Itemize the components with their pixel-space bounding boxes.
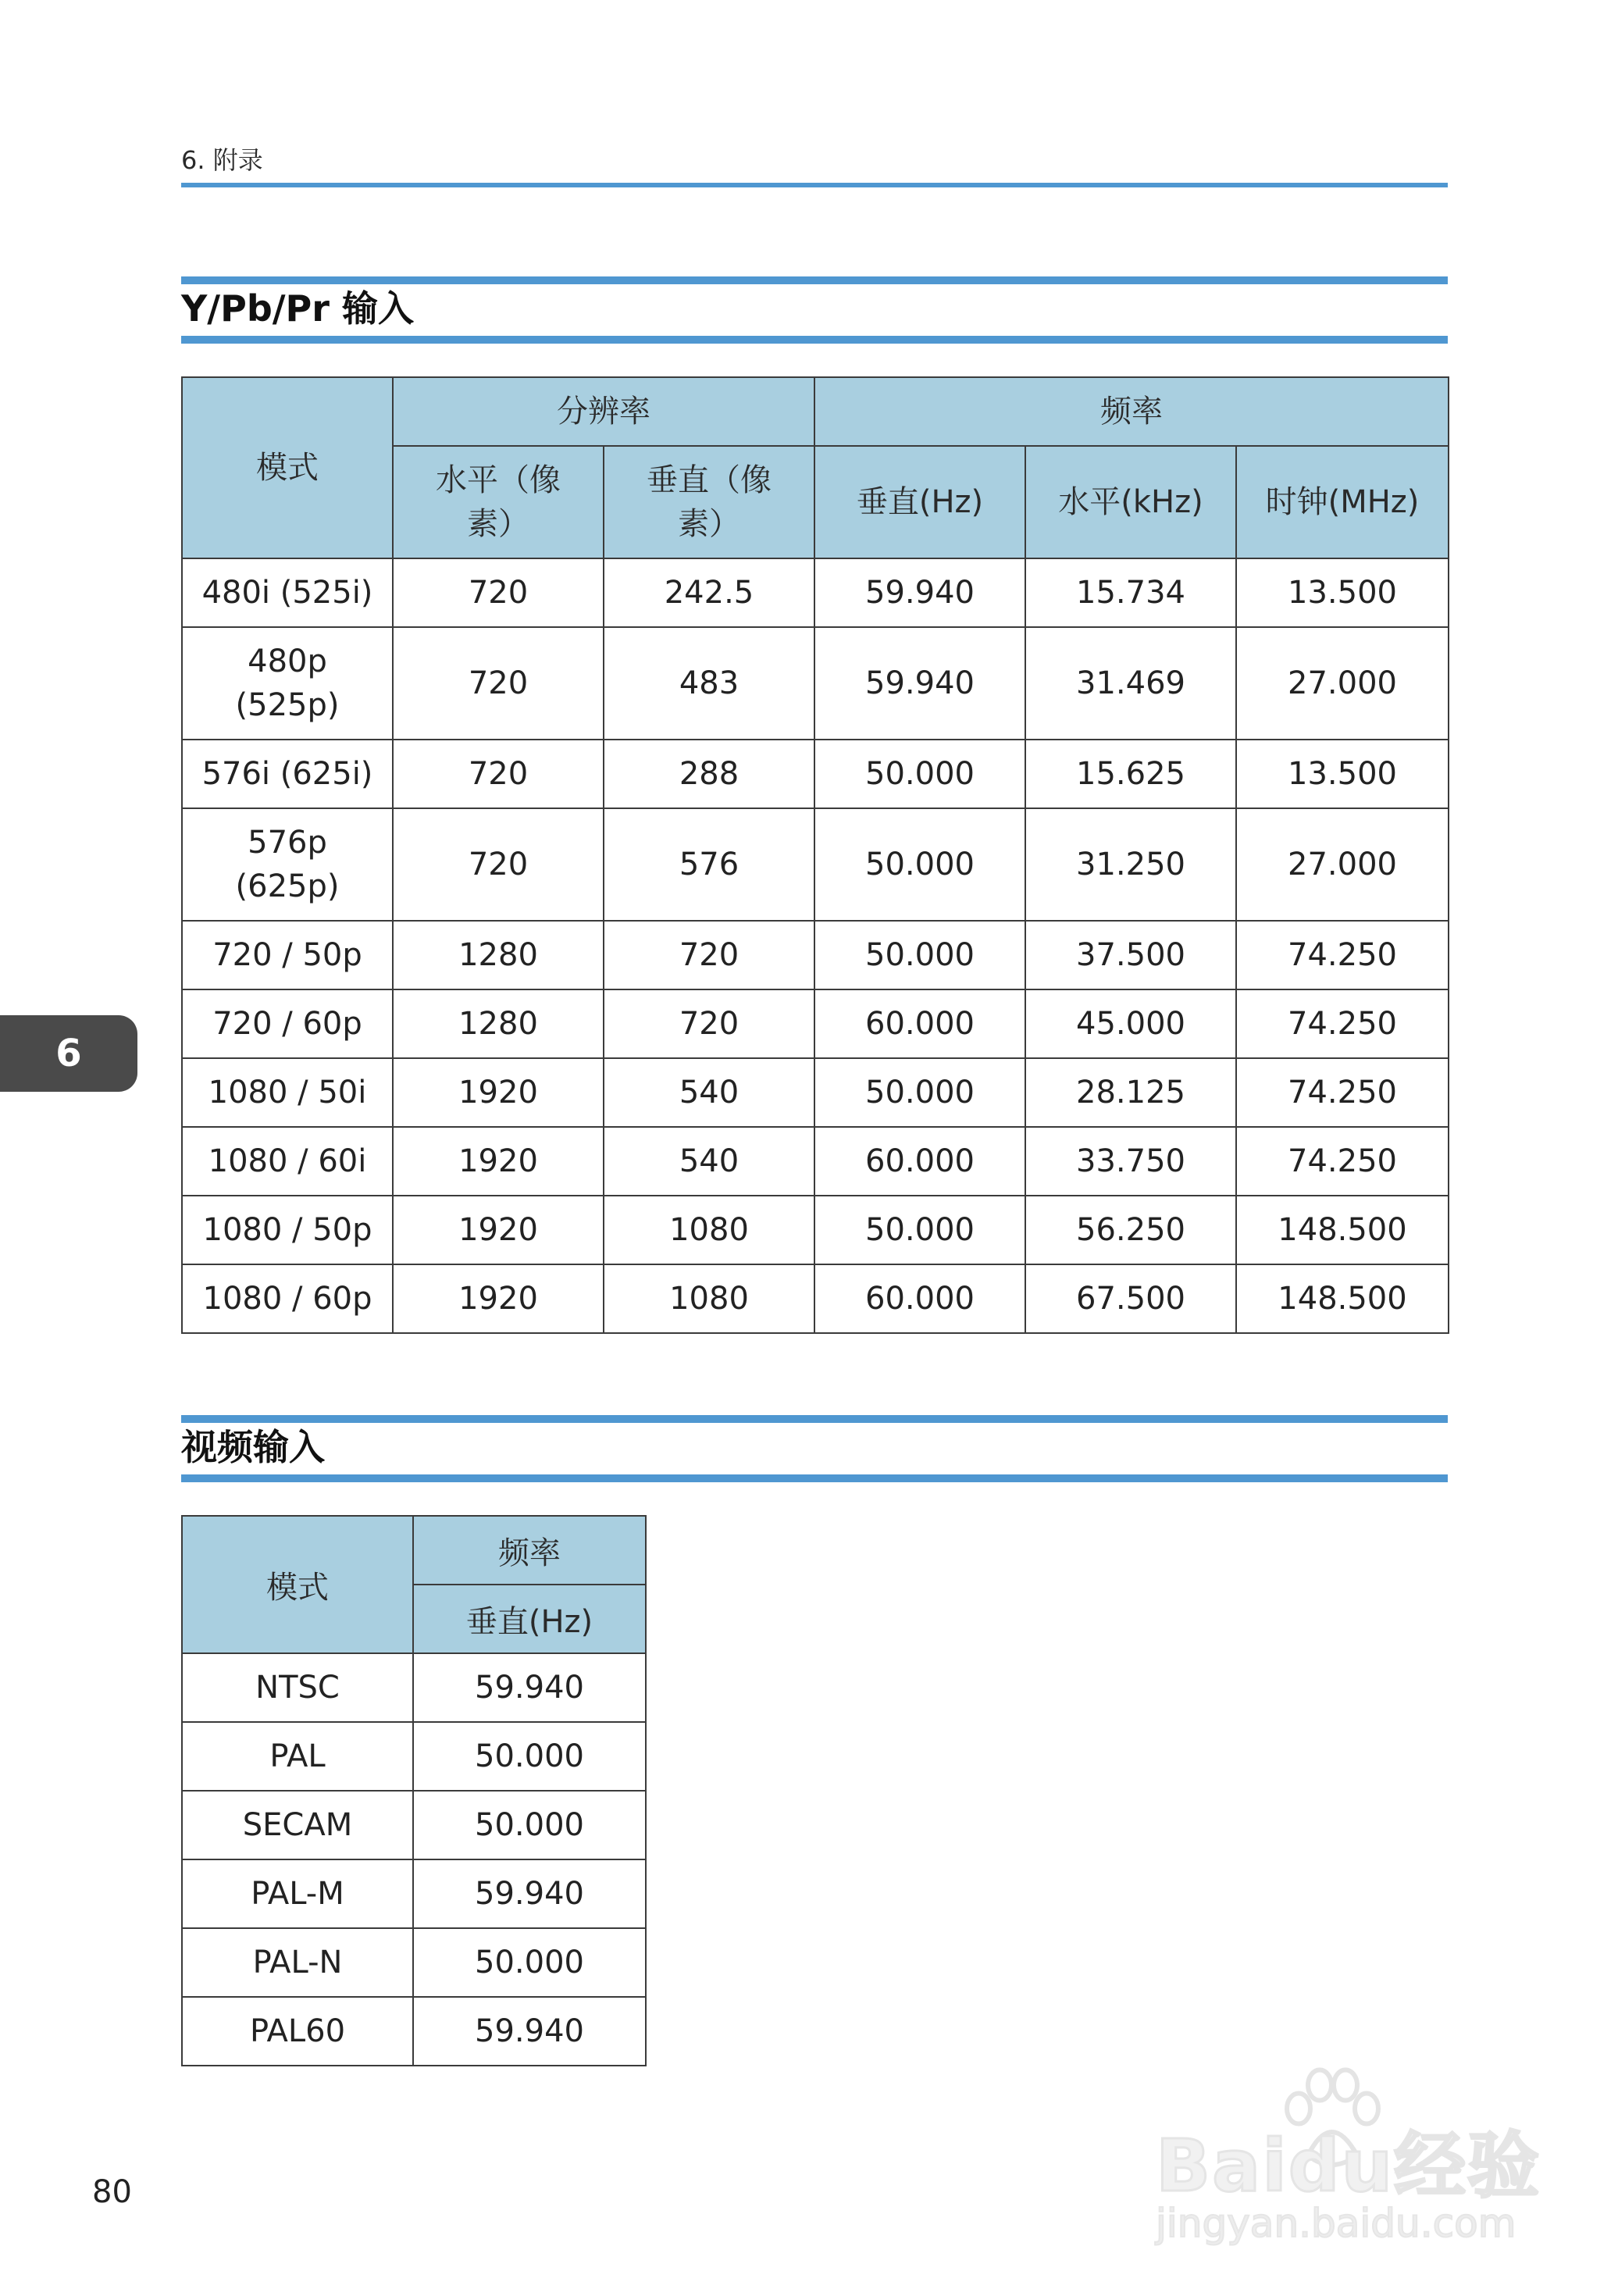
table-row (182, 1127, 1449, 1196)
watermark-text: Baidu经验 (1156, 2124, 1541, 2208)
mode-cell: 576i (625i) (182, 740, 393, 808)
table-cell: 67.500 (1025, 1264, 1236, 1333)
table-cell: 1920 (393, 1127, 604, 1196)
table-cell: 28.125 (1025, 1058, 1236, 1127)
chapter-side-tab: 6 (0, 1015, 137, 1092)
table-row (182, 740, 1449, 808)
table-cell: 13.500 (1236, 558, 1449, 627)
table-cell: 540 (604, 1127, 814, 1196)
table-cell: 50.000 (413, 1928, 646, 1997)
table-cell: 74.250 (1236, 1127, 1449, 1196)
table-cell: 720 (393, 808, 604, 921)
mode-cell (182, 627, 393, 740)
table-cell: 13.500 (1236, 740, 1449, 808)
table-row (182, 1997, 646, 2066)
table-cell: 1080 (604, 1196, 814, 1264)
table-cell: 1280 (393, 921, 604, 989)
table-row (182, 627, 1449, 740)
table-cell: 59.940 (413, 1997, 646, 2066)
table-cell: 483 (604, 627, 814, 740)
chapter-heading: 6. 附录 (181, 145, 263, 175)
table-cell: 31.250 (1025, 808, 1236, 921)
table-cell: 1080 (604, 1264, 814, 1333)
table-cell: 540 (604, 1058, 814, 1127)
table-cell: 1920 (393, 1264, 604, 1333)
header-freq-horizontal: 水平(kHz) (1025, 446, 1236, 558)
table-cell: 148.500 (1236, 1196, 1449, 1264)
mode-cell: 1080 / 60p (182, 1264, 393, 1333)
table-cell: 576 (604, 808, 814, 921)
table-row (182, 558, 1449, 627)
table-cell: 50.000 (413, 1722, 646, 1791)
table-cell: 1920 (393, 1058, 604, 1127)
header-frequency: 频率 (814, 377, 1449, 446)
mode-cell: SECAM (182, 1791, 413, 1859)
table-cell: 27.000 (1236, 808, 1449, 921)
table-row (182, 1264, 1449, 1333)
mode-cell-text: 576p (625p) (235, 825, 340, 904)
table-cell: 720 (393, 558, 604, 627)
table-cell: 50.000 (814, 808, 1025, 921)
table-cell: 59.940 (814, 558, 1025, 627)
table-cell: 15.734 (1025, 558, 1236, 627)
mode-cell: NTSC (182, 1653, 413, 1722)
mode-cell-text: 480p (525p) (235, 644, 340, 723)
table-cell: 60.000 (814, 1127, 1025, 1196)
table-cell: 33.750 (1025, 1127, 1236, 1196)
table-cell: 56.250 (1025, 1196, 1236, 1264)
mode-cell: PAL60 (182, 1997, 413, 2066)
section1-rule-bottom (181, 336, 1448, 344)
section1-rule-top (181, 276, 1448, 284)
mode-cell: 1080 / 50i (182, 1058, 393, 1127)
table-cell: 60.000 (814, 1264, 1025, 1333)
mode-cell: 720 / 50p (182, 921, 393, 989)
mode-cell: 720 / 60p (182, 989, 393, 1058)
header-freq-clock: 时钟(MHz) (1236, 446, 1449, 558)
header-res-horizontal-text: 水平（像素） (436, 462, 561, 542)
mode-cell: PAL-M (182, 1859, 413, 1928)
paw-logo-icon (1273, 2062, 1390, 2179)
header-mode: 模式 (182, 1516, 413, 1653)
table-cell: 59.940 (413, 1653, 646, 1722)
table-cell: 242.5 (604, 558, 814, 627)
header-mode: 模式 (182, 377, 393, 558)
chapter-divider (181, 183, 1448, 187)
section2-title: 视频输入 (181, 1426, 325, 1468)
section1-title: Y/Pb/Pr 输入 (181, 287, 414, 330)
table-cell: 50.000 (814, 1058, 1025, 1127)
table-row (182, 1928, 646, 1997)
table-cell: 720 (393, 627, 604, 740)
header-res-vertical (604, 446, 814, 558)
mode-cell: 480i (525i) (182, 558, 393, 627)
table-cell: 27.000 (1236, 627, 1449, 740)
mode-cell: PAL-N (182, 1928, 413, 1997)
table-cell: 74.250 (1236, 1058, 1449, 1127)
table-row (182, 1859, 646, 1928)
table-cell: 50.000 (814, 740, 1025, 808)
table-row (182, 921, 1449, 989)
table-cell: 1280 (393, 989, 604, 1058)
table-cell: 720 (604, 921, 814, 989)
header-res-vertical-text: 垂直（像素） (647, 462, 772, 542)
table-cell: 59.940 (413, 1859, 646, 1928)
table-cell: 50.000 (814, 921, 1025, 989)
table-cell: 31.469 (1025, 627, 1236, 740)
table-cell: 720 (604, 989, 814, 1058)
table-row (182, 1791, 646, 1859)
mode-cell: 1080 / 60i (182, 1127, 393, 1196)
table-row (182, 989, 1449, 1058)
table-cell: 148.500 (1236, 1264, 1449, 1333)
table-cell: 1920 (393, 1196, 604, 1264)
section2-rule-bottom (181, 1474, 1448, 1482)
table-cell: 50.000 (814, 1196, 1025, 1264)
table-cell: 37.500 (1025, 921, 1236, 989)
watermark-url: jingyan.baidu.com (1156, 2201, 1516, 2246)
table-cell: 288 (604, 740, 814, 808)
video-input-table (181, 1515, 647, 2066)
header-freq-vertical: 垂直(Hz) (814, 446, 1025, 558)
table-cell: 74.250 (1236, 989, 1449, 1058)
page-number: 80 (92, 2174, 132, 2210)
baidu-watermark (1156, 2062, 1577, 2249)
table-row (182, 1722, 646, 1791)
section2-rule-top (181, 1415, 1448, 1423)
table-cell: 60.000 (814, 989, 1025, 1058)
header-frequency: 频率 (413, 1516, 646, 1585)
header-freq-vertical: 垂直(Hz) (413, 1585, 646, 1653)
mode-cell (182, 808, 393, 921)
table-cell: 720 (393, 740, 604, 808)
table-row (182, 1058, 1449, 1127)
table-cell: 45.000 (1025, 989, 1236, 1058)
mode-cell: 1080 / 50p (182, 1196, 393, 1264)
table-cell: 74.250 (1236, 921, 1449, 989)
table-cell: 59.940 (814, 627, 1025, 740)
table-row (182, 1196, 1449, 1264)
table-cell: 50.000 (413, 1791, 646, 1859)
mode-cell: PAL (182, 1722, 413, 1791)
header-res-horizontal (393, 446, 604, 558)
table-row (182, 808, 1449, 921)
ypbpr-input-table (181, 376, 1449, 1334)
table-cell: 15.625 (1025, 740, 1236, 808)
table-row (182, 1653, 646, 1722)
header-resolution: 分辨率 (393, 377, 814, 446)
